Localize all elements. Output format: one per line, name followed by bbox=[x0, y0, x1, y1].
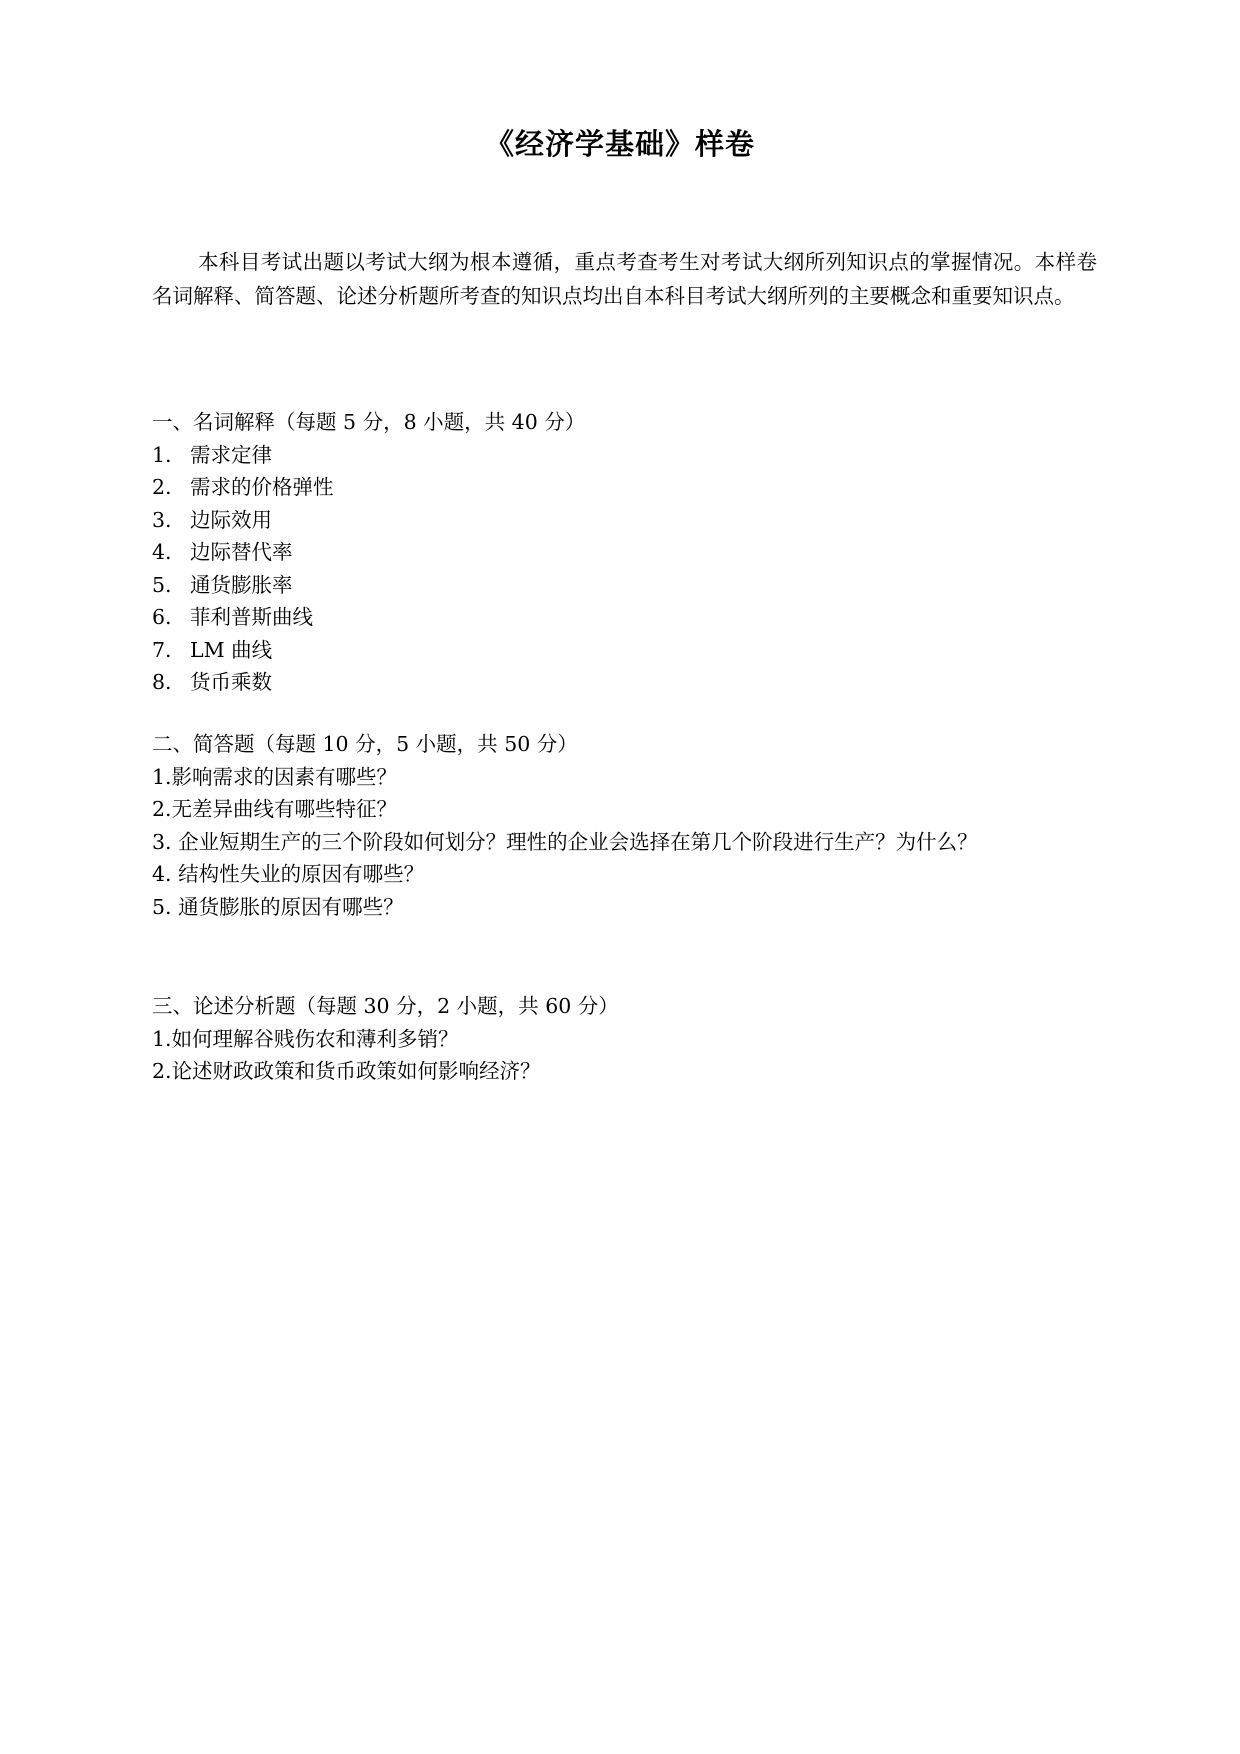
item-number: 4. bbox=[152, 862, 172, 886]
item-number: 1. bbox=[152, 442, 172, 467]
section-short-answer bbox=[152, 728, 1097, 923]
item-text: 无差异曲线有哪些特征？ bbox=[171, 797, 398, 821]
item-number: 5. bbox=[152, 894, 172, 919]
item-number: 5. bbox=[152, 572, 172, 597]
item-number: 8. bbox=[152, 670, 172, 694]
list-item bbox=[152, 601, 1097, 634]
item-number: 6. bbox=[152, 605, 172, 629]
list-item bbox=[152, 826, 1097, 859]
item-text: LM 曲线 bbox=[190, 637, 273, 662]
document-title: 《经济学基础》样卷 bbox=[484, 127, 755, 161]
item-number: 7. bbox=[152, 637, 172, 662]
item-text: 边际效用 bbox=[190, 507, 272, 532]
list-item bbox=[152, 1055, 1097, 1088]
item-text: 如何理解谷贱伤农和薄利多销？ bbox=[171, 1026, 459, 1051]
list-item bbox=[152, 471, 1097, 504]
list-item bbox=[152, 1023, 1097, 1056]
section-heading: 三、论述分析题（每题 30 分，2 小题，共 60 分） bbox=[152, 994, 619, 1018]
list-item bbox=[152, 666, 1097, 699]
list-item bbox=[152, 569, 1097, 602]
list-item bbox=[152, 536, 1097, 569]
list-item bbox=[152, 858, 1097, 891]
item-text: 结构性失业的原因有哪些？ bbox=[171, 862, 425, 886]
item-text: 需求定律 bbox=[190, 442, 272, 467]
list-item bbox=[152, 891, 1097, 924]
item-text: 需求的价格弹性 bbox=[190, 475, 334, 499]
section-heading: 一、名词解释（每题 5 分，8 小题，共 40 分） bbox=[152, 410, 586, 434]
item-number: 1. bbox=[152, 764, 172, 789]
item-text: 通货膨胀率 bbox=[190, 572, 293, 597]
list-item bbox=[152, 634, 1097, 667]
item-text: 企业短期生产的三个阶段如何划分？理性的企业会选择在第几个阶段进行生产？为什么？ bbox=[171, 829, 978, 854]
section-term-definitions bbox=[152, 406, 1097, 699]
item-number: 2. bbox=[152, 475, 172, 499]
item-text: 边际替代率 bbox=[190, 540, 293, 564]
intro-paragraph: 本科目考试出题以考试大纲为根本遵循，重点考查考生对考试大纲所列知识点的掌握情况。本样卷名词解释、简答题、论述分析题所考查的知识点均出自本科目考试大纲所列的主要概念和重要知识点。 bbox=[152, 250, 1097, 308]
item-text: 货币乘数 bbox=[190, 670, 272, 694]
item-text: 论述财政政策和货币政策如何影响经济？ bbox=[171, 1059, 541, 1083]
list-item bbox=[152, 793, 1097, 826]
item-text: 菲利普斯曲线 bbox=[190, 605, 313, 629]
item-number: 2. bbox=[152, 1059, 172, 1083]
item-number: 4. bbox=[152, 540, 172, 564]
section-essay-analysis bbox=[152, 990, 1097, 1088]
item-number: 2. bbox=[152, 797, 172, 821]
section-heading: 二、简答题（每题 10 分，5 小题，共 50 分） bbox=[152, 732, 578, 756]
item-text: 影响需求的因素有哪些？ bbox=[171, 764, 398, 789]
item-number: 3. bbox=[152, 507, 172, 532]
item-number: 3. bbox=[152, 829, 172, 854]
list-item bbox=[152, 504, 1097, 537]
item-text: 通货膨胀的原因有哪些？ bbox=[171, 894, 404, 919]
item-number: 1. bbox=[152, 1026, 172, 1051]
list-item bbox=[152, 439, 1097, 472]
list-item bbox=[152, 761, 1097, 794]
